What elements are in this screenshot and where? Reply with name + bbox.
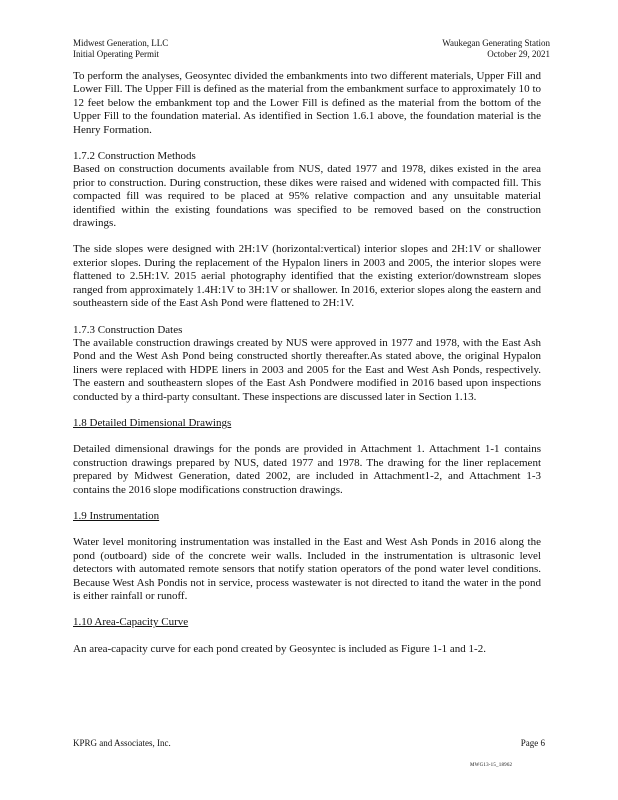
heading-construction-dates: 1.7.3 Construction Dates [73,323,183,336]
header-left [73,38,168,60]
header-station: Waukegan Generating Station [442,38,550,48]
bates-number: MWG13-15_18962 [470,763,513,768]
paragraph-side-slopes: The side slopes were designed with 2H:1V (horizontal:vertical) interior slopes and 2H:1V or shallower exterior slopes. During the replacement of the Hypalon liners in 2003 and 2005, the interior slopes were flattened to 2.5H:1V. 2015 aerial photography identified that the existing exterior/downstream slopes ranged from approximately 1.4H:1V to 3H:1V or shallower. In 2016, exterior slopes along the eastern and southeastern side of the East Ash Pond were flattened to 2H:1V. [73,243,541,310]
paragraph-construction-dates: The available construction drawings created by NUS were approved in 1977 and 1978, with the East Ash Pond and the West Ash Pond being constructed shortly thereafter.As stated above, the original Hypalon liners were replaced with HDPE liners in 2003 and 2005 for the East and West Ash Ponds, respectively. The eastern and southeastern slopes of the East Ash Pondwere modified in 2016 based upon inspections conducted by a third-party consultant. These inspections are discussed later in Section 1.13. [73,336,541,403]
heading-instrumentation: 1.9 Instrumentation [73,509,160,522]
document-body [73,70,541,669]
paragraph-construction-methods: Based on construction documents available from NUS, dated 1977 and 1978, dikes existed in the area prior to construction. During construction, these dikes were raised and widened with compacted fill. This compacted fill was required to be placed at 95% relative compaction and any unsuitable material identified within the existing foundations was specified to be removed based on the construction drawings. [73,163,541,230]
paragraph-dimensional-drawings: Detailed dimensional drawings for the ponds are provided in Attachment 1. Attachment 1-1 contains construction drawings prepared by NUS, dated 1977 and 1978. The drawing for the liner replacement prepared by Midwest Generation, dated 2002, are included in Attachment1-2, and Attachment 1-3 contains the 2016 slope modifications construction drawings. [73,443,541,496]
heading-dimensional-drawings: 1.8 Detailed Dimensional Drawings [73,416,232,429]
footer-company: KPRG and Associates, Inc. [73,738,171,748]
heading-construction-methods: 1.7.2 Construction Methods [73,150,196,163]
paragraph-instrumentation: Water level monitoring instrumentation was installed in the East and West Ash Ponds in 2016 along the pond (outboard) side of the concrete weir walls. Included in the instrumentation is ultrasonic level detectors with automated remote sensors that notify station operators of the pond water level conditions. Because West Ash Pondis not in service, process wastewater is not directed to itand the water in the pond is either rainfall or runoff. [73,536,541,602]
heading-area-capacity-curve: 1.10 Area-Capacity Curve [73,616,189,629]
header-date: October 29, 2021 [487,49,550,59]
paragraph-area-capacity-curve: An area-capacity curve for each pond created by Geosyntec is included as Figure 1-1 and 1-2. [73,642,486,655]
footer-page-number: Page 6 [520,738,545,748]
header-permit: Initial Operating Permit [73,49,159,59]
header-company: Midwest Generation, LLC [73,38,169,48]
header-right [442,38,550,60]
paragraph-fill-materials: To perform the analyses, Geosyntec divided the embankments into two different materials, Upper Fill and Lower Fill. The Upper Fill is defined as the material from the embankment surface to approximately 10 to 12 feet below the embankment top and the Lower Fill is defined as the material from the bottom of the Upper Fill to the foundation material. As identified in Section 1.6.1 above, the foundation material is the Henry Formation. [73,70,541,136]
